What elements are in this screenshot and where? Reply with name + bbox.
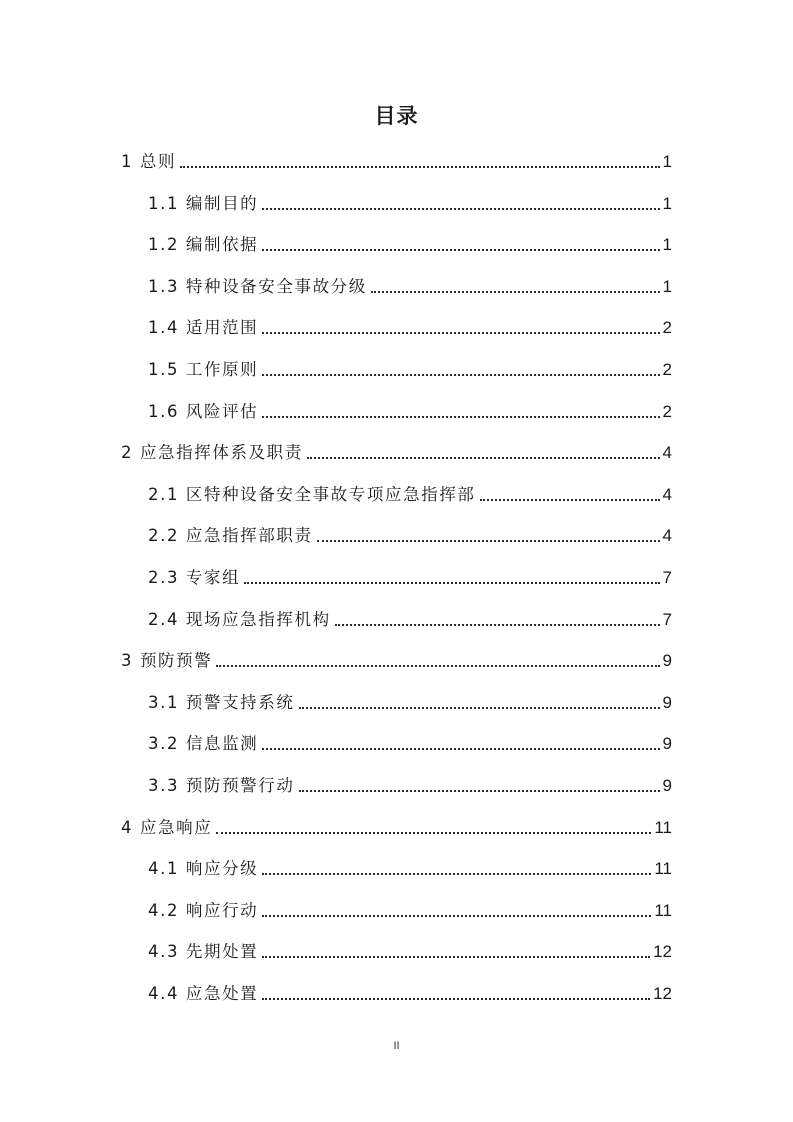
toc-entry-page: 1 xyxy=(662,193,672,213)
toc-dot-leader xyxy=(262,374,659,376)
toc-dot-leader xyxy=(371,291,660,293)
toc-entry-page: 9 xyxy=(662,776,672,795)
toc-entry-label: 2.1 区特种设备安全事故专项应急指挥部 xyxy=(148,484,476,504)
toc-entry-page: 1 xyxy=(662,152,672,171)
toc-dot-leader xyxy=(216,832,651,834)
toc-entry-page: 9 xyxy=(662,651,672,671)
toc-entry-page: 4 xyxy=(662,443,672,463)
toc-entry-label: 4.3 先期处置 xyxy=(148,942,259,962)
toc-dot-leader xyxy=(216,665,659,667)
toc-entry-2-3[interactable] xyxy=(148,561,672,591)
toc-entry-page: 9 xyxy=(662,734,672,754)
toc-entry-page: 11 xyxy=(654,900,672,920)
toc-entry-2[interactable] xyxy=(121,436,672,466)
toc-entry-page: 7 xyxy=(662,609,672,629)
toc-entry-page: 12 xyxy=(653,984,672,1003)
toc-dot-leader xyxy=(299,790,660,792)
toc-entry-page: 9 xyxy=(662,692,672,712)
toc-dot-leader xyxy=(180,166,659,168)
toc-title: 目录 xyxy=(374,104,419,128)
toc-dot-leader xyxy=(262,416,659,418)
toc-entry-2-1[interactable] xyxy=(148,478,672,508)
toc-dot-leader xyxy=(262,915,651,917)
toc-entry-label: 1.5 工作原则 xyxy=(148,360,259,379)
page-number-footer: II xyxy=(393,1040,400,1052)
toc-entry-label: 4.2 响应行动 xyxy=(148,900,259,920)
toc-dot-leader xyxy=(317,540,660,542)
toc-entry-label: 4.4 应急处置 xyxy=(148,984,259,1003)
toc-entry-page: 4 xyxy=(662,484,672,504)
toc-dot-leader xyxy=(262,249,659,251)
toc-entry-1-5[interactable] xyxy=(148,353,672,383)
toc-entry-label: 4.1 响应分级 xyxy=(148,859,259,879)
toc-entry-label: 2.2 应急指挥部职责 xyxy=(148,526,313,546)
toc-entry-1-4[interactable] xyxy=(148,311,672,341)
toc-dot-leader xyxy=(307,457,660,459)
toc-entry-page: 11 xyxy=(654,859,672,879)
toc-entry-page: 2 xyxy=(662,318,672,338)
toc-entry-4-2[interactable] xyxy=(148,894,672,924)
toc-entry-label: 1.2 编制依据 xyxy=(148,235,259,255)
toc-entry-page: 1 xyxy=(662,276,672,296)
toc-entry-label: 2.4 现场应急指挥机构 xyxy=(148,609,331,629)
toc-entry-page: 4 xyxy=(662,526,672,546)
toc-dot-leader xyxy=(299,707,660,709)
toc-entry-4-3[interactable] xyxy=(148,935,672,965)
toc-dot-leader xyxy=(262,956,650,958)
toc-entry-page: 2 xyxy=(662,401,672,421)
toc-entry-label: 2 应急指挥体系及职责 xyxy=(121,443,303,463)
toc-entry-label: 3.3 预防预警行动 xyxy=(148,776,295,795)
toc-entry-label: 3 预防预警 xyxy=(121,651,213,671)
toc-entry-page: 2 xyxy=(662,360,672,379)
toc-entry-label: 3.2 信息监测 xyxy=(148,734,259,754)
toc-entry-2-4[interactable] xyxy=(148,603,672,633)
toc-entry-1-3[interactable] xyxy=(148,270,672,300)
toc-entry-label: 1 总则 xyxy=(121,152,177,171)
toc-entry-1-1[interactable] xyxy=(148,187,672,217)
toc-dot-leader xyxy=(480,499,660,501)
toc-dot-leader xyxy=(262,998,650,1000)
toc-entry-4-4[interactable] xyxy=(148,977,672,1007)
toc-dot-leader xyxy=(262,208,659,210)
toc-dot-leader xyxy=(335,624,660,626)
toc-dot-leader xyxy=(244,582,659,584)
toc-entry-label: 2.3 专家组 xyxy=(148,568,241,587)
toc-entry-2-2[interactable] xyxy=(148,519,672,549)
toc-entry-1-2[interactable] xyxy=(148,228,672,258)
toc-dot-leader xyxy=(262,748,659,750)
toc-entry-label: 1.1 编制目的 xyxy=(148,193,259,213)
toc-entry-4-1[interactable] xyxy=(148,852,672,882)
toc-entry-label: 1.6 风险评估 xyxy=(148,401,259,421)
toc-entry-1[interactable] xyxy=(121,145,672,175)
toc-entry-label: 1.4 适用范围 xyxy=(148,318,259,338)
toc-entry-page: 1 xyxy=(662,235,672,255)
toc-entry-1-6[interactable] xyxy=(148,395,672,425)
toc-entry-page: 7 xyxy=(662,568,672,587)
toc-entry-label: 4 应急响应 xyxy=(121,817,213,837)
toc-entry-3-3[interactable] xyxy=(148,769,672,799)
toc-entry-3-2[interactable] xyxy=(148,727,672,757)
toc-dot-leader xyxy=(262,332,659,334)
toc-entry-label: 3.1 预警支持系统 xyxy=(148,692,295,712)
toc-entry-3[interactable] xyxy=(121,644,672,674)
toc-entry-3-1[interactable] xyxy=(148,686,672,716)
toc-dot-leader xyxy=(262,873,651,875)
toc-entry-page: 11 xyxy=(654,817,672,837)
toc-entry-page: 12 xyxy=(653,942,672,962)
toc-entry-4[interactable] xyxy=(121,811,672,841)
toc-entry-label: 1.3 特种设备安全事故分级 xyxy=(148,276,367,296)
